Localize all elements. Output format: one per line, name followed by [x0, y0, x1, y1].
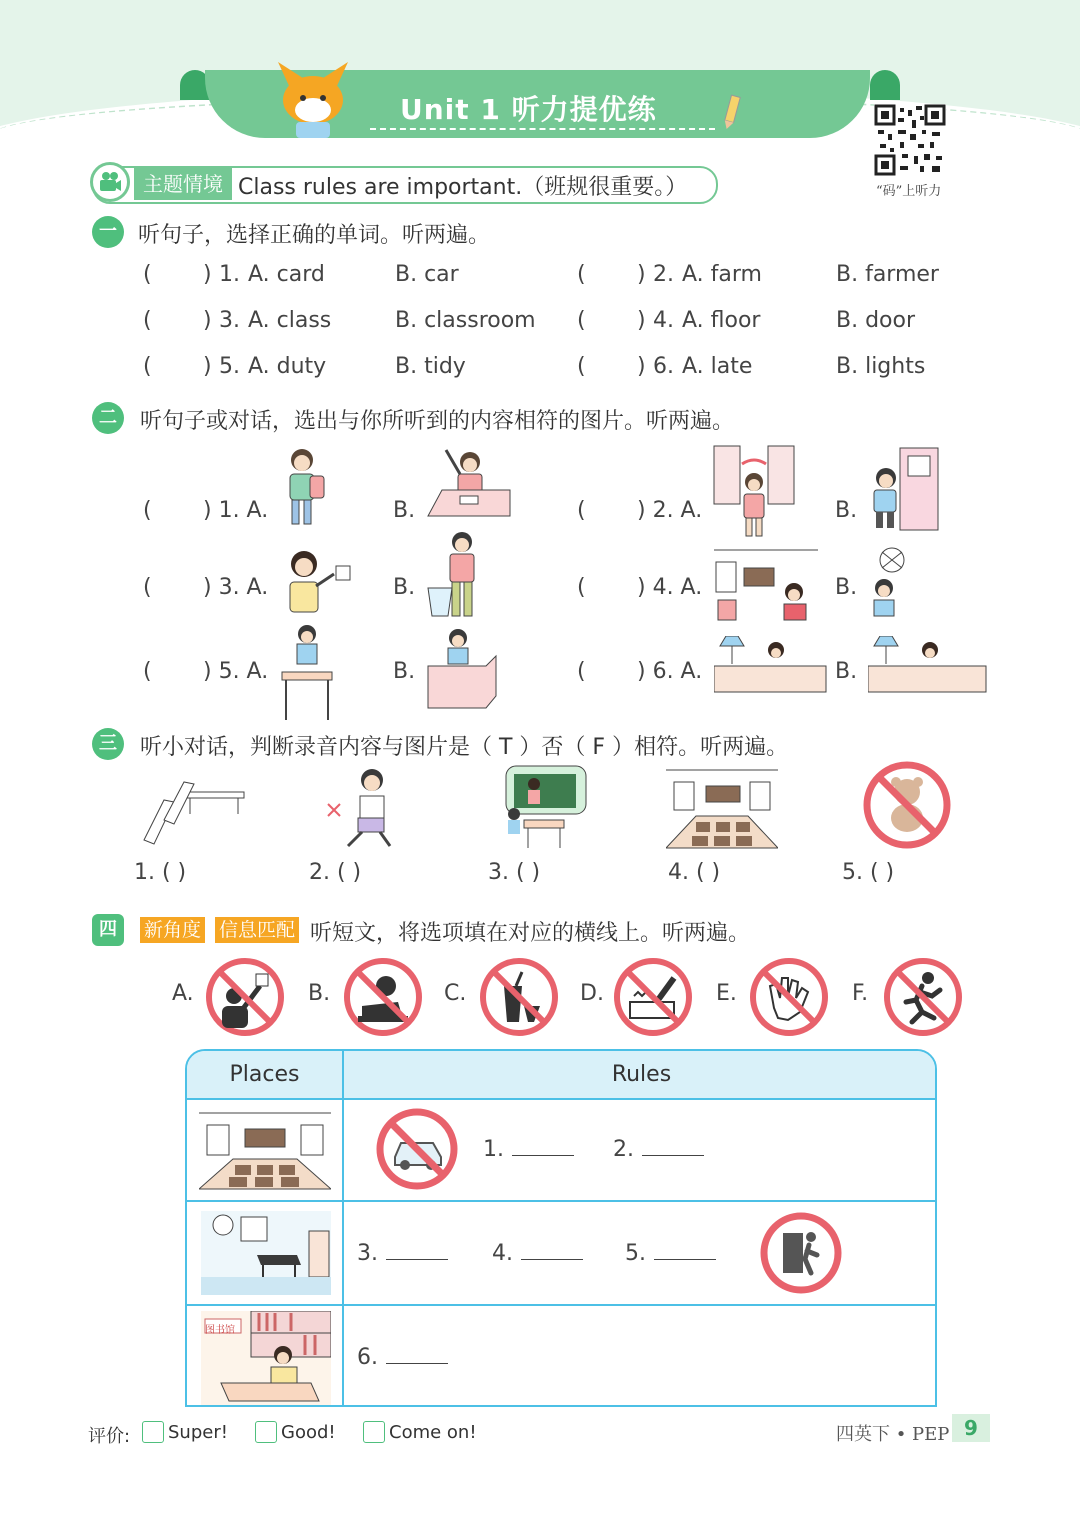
option-b: B. classroom	[395, 308, 536, 333]
kids-at-blackboard-picture	[500, 762, 588, 850]
blank-5-number: 5.	[625, 1241, 646, 1266]
table-divider	[187, 1098, 937, 1100]
new-angle-tag: 新角度	[140, 917, 205, 943]
boy-opening-door-picture	[866, 446, 940, 532]
theme-label: 主题情境	[134, 168, 232, 200]
blank-4[interactable]	[492, 1241, 583, 1266]
theme-text: Class rules are important.（班规很重要。）	[238, 175, 688, 200]
page-number: 9	[964, 1416, 978, 1440]
super-label: Super!	[168, 1422, 228, 1443]
girl-with-backpack-picture	[276, 446, 332, 528]
answer-paren-open[interactable]: (	[143, 308, 152, 333]
section-1-number: 一	[92, 216, 124, 248]
answer-paren-close: )	[203, 262, 212, 287]
s4-option-label-b: B.	[308, 981, 331, 1006]
blank-5-line[interactable]	[654, 1259, 716, 1260]
blank-3[interactable]	[357, 1241, 448, 1266]
good-label: Good!	[281, 1422, 336, 1443]
item-number: 6.	[653, 354, 674, 379]
section-2-number: 二	[92, 402, 124, 434]
s3-answer-1[interactable]: 1. ( )	[134, 860, 187, 885]
s4-option-label-d: D.	[580, 981, 604, 1006]
tidy-classroom-picture	[666, 766, 778, 850]
boy-standing-on-desk-picture	[280, 622, 334, 722]
option-b: B. lights	[836, 354, 926, 379]
blank-6[interactable]	[357, 1345, 448, 1370]
option-b: B. door	[836, 308, 916, 333]
no-writing-on-desk-sign-icon	[612, 956, 694, 1038]
desk-lamp-off-picture	[868, 636, 988, 694]
blank-2-number: 2.	[613, 1137, 634, 1162]
option-a: A. farm	[682, 262, 762, 287]
blank-2[interactable]	[613, 1137, 704, 1162]
qr-caption: “码”上听力	[876, 184, 942, 199]
section-2-title: 听句子或对话，选出与你所听到的内容相符的图片。听两遍。	[140, 409, 735, 434]
s2-paren-6[interactable]: (	[577, 659, 586, 684]
s2-paren-5[interactable]: (	[143, 659, 152, 684]
info-match-tag: 信息匹配	[213, 917, 299, 943]
boy-cleaning-teachers-desk-picture	[426, 626, 498, 712]
title-underline	[370, 128, 715, 130]
messy-chairs-picture	[134, 770, 246, 850]
pencil-icon	[722, 94, 744, 132]
come-on-label: Come on!	[389, 1422, 477, 1443]
s2-paren-4[interactable]: (	[577, 575, 586, 600]
s2-option-b-2: B.	[835, 498, 858, 523]
classroom-scene-picture	[714, 546, 818, 622]
s3-answer-3[interactable]: 3. ( )	[488, 860, 541, 885]
blank-2-line[interactable]	[642, 1155, 704, 1156]
come-on-checkbox[interactable]	[363, 1421, 385, 1443]
option-a: A. floor	[682, 308, 761, 333]
option-b: B. tidy	[395, 354, 466, 379]
s4-option-label-f: F.	[852, 981, 869, 1006]
blank-1[interactable]	[483, 1137, 574, 1162]
s2-label-3: ) 3. A.	[203, 575, 269, 600]
answer-paren-open[interactable]: (	[577, 354, 586, 379]
girl-opening-window-picture	[712, 442, 796, 540]
places-column-header: Places	[187, 1051, 342, 1099]
s2-option-b-5: B.	[393, 659, 416, 684]
desk-lamp-on-picture	[714, 636, 828, 694]
item-number: 3.	[219, 308, 240, 333]
answer-paren-close: )	[637, 354, 646, 379]
option-a: A. class	[248, 308, 332, 333]
section-4-title: 听短文，将选项填在对应的横线上。听两遍。	[310, 921, 751, 946]
blank-6-line[interactable]	[386, 1363, 448, 1364]
blank-1-line[interactable]	[512, 1155, 574, 1156]
item-number: 4.	[653, 308, 674, 333]
answer-paren-close: )	[203, 308, 212, 333]
no-sleeping-in-class-sign-icon	[342, 956, 424, 1038]
answer-paren-open[interactable]: (	[143, 354, 152, 379]
s3-answer-2[interactable]: 2. ( )	[309, 860, 362, 885]
s2-label-6: ) 6. A.	[637, 659, 703, 684]
girl-turning-on-light-picture	[280, 546, 352, 618]
option-a: A. card	[248, 262, 325, 287]
no-entry-sign-icon	[759, 1211, 843, 1295]
s2-paren-2[interactable]: (	[577, 498, 586, 523]
no-touching-sign-icon	[748, 956, 830, 1038]
table-divider	[187, 1304, 937, 1306]
answer-paren-open[interactable]: (	[577, 308, 586, 333]
section-3-number: 三	[92, 728, 124, 760]
good-checkbox[interactable]	[255, 1421, 277, 1443]
s2-option-b-3: B.	[393, 575, 416, 600]
section-3-title: 听小对话，判断录音内容与图片是（ T ）否（ F ）相符。听两遍。	[140, 735, 789, 760]
book-name: 四英下 • PEP	[836, 1424, 950, 1445]
s2-option-b-4: B.	[835, 575, 858, 600]
s4-option-label-e: E.	[716, 981, 737, 1006]
rules-column-header: Rules	[344, 1051, 937, 1099]
boy-throwing-rubbish-picture	[424, 528, 488, 620]
qr-code-icon[interactable]	[874, 104, 946, 176]
banner-ear-right	[870, 70, 900, 100]
s2-paren-3[interactable]: (	[143, 575, 152, 600]
s2-label-5: ) 5. A.	[203, 659, 269, 684]
answer-paren-close: )	[637, 308, 646, 333]
option-b: B. farmer	[836, 262, 939, 287]
s3-answer-4[interactable]: 4. ( )	[668, 860, 721, 885]
evaluation-label: 评价:	[88, 1426, 131, 1447]
boy-running-picture	[326, 766, 406, 850]
table-column-divider	[342, 1051, 344, 1407]
super-checkbox[interactable]	[142, 1421, 164, 1443]
classroom-place-picture	[199, 1109, 331, 1191]
library-sign: 图书馆	[205, 1325, 235, 1336]
item-number: 5.	[219, 354, 240, 379]
no-cars-sign-icon	[375, 1107, 459, 1191]
s2-label-2: ) 2. A.	[637, 498, 703, 523]
s4-option-label-c: C.	[444, 981, 467, 1006]
answer-paren-close: )	[203, 354, 212, 379]
option-a: A. late	[682, 354, 753, 379]
places-rules-table	[185, 1049, 937, 1407]
boy-turning-on-fan-picture	[868, 546, 916, 618]
s3-answer-5[interactable]: 5. ( )	[842, 860, 895, 885]
table-divider	[187, 1200, 937, 1202]
blank-4-number: 4.	[492, 1241, 513, 1266]
fox-mascot-icon	[268, 58, 358, 140]
no-touching-switch-sign-icon	[204, 956, 286, 1038]
no-toys-sign-icon	[862, 760, 952, 850]
blank-6-number: 6.	[357, 1345, 378, 1370]
s2-label-4: ) 4. A.	[637, 575, 703, 600]
s2-option-b-1: B.	[393, 498, 416, 523]
s4-option-label-a: A.	[172, 981, 194, 1006]
blank-5[interactable]	[625, 1241, 716, 1266]
section-1-title: 听句子，选择正确的单词。听两遍。	[138, 223, 491, 248]
s2-paren-1[interactable]: (	[143, 498, 152, 523]
blank-1-number: 1.	[483, 1137, 504, 1162]
option-b: B. car	[395, 262, 459, 287]
no-running-sign-icon	[882, 956, 964, 1038]
section-4-number: 四	[92, 914, 124, 946]
answer-paren-open[interactable]: (	[143, 262, 152, 287]
blank-4-line[interactable]	[521, 1259, 583, 1260]
girl-raising-hand-at-desk-picture	[426, 446, 512, 520]
item-number: 1.	[219, 262, 240, 287]
blank-3-number: 3.	[357, 1241, 378, 1266]
blank-3-line[interactable]	[386, 1259, 448, 1260]
item-number: 2.	[653, 262, 674, 287]
answer-paren-open[interactable]: (	[577, 262, 586, 287]
page-title: Unit 1 听力提优练	[400, 93, 657, 126]
option-a: A. duty	[248, 354, 327, 379]
music-room-place-picture	[201, 1211, 331, 1295]
s2-option-b-6: B.	[835, 659, 858, 684]
camera-icon	[98, 171, 122, 193]
no-drinks-sign-icon	[478, 956, 560, 1038]
answer-paren-close: )	[637, 262, 646, 287]
s2-label-1: ) 1. A.	[203, 498, 269, 523]
